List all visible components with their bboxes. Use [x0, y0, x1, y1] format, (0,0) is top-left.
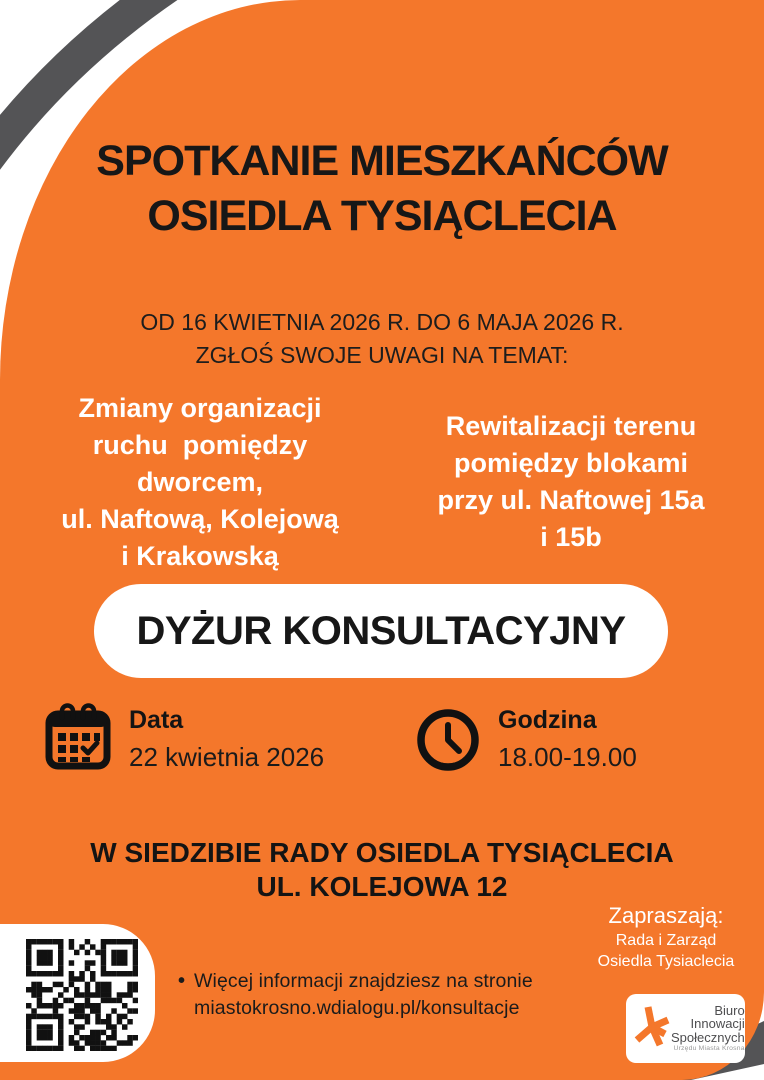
- time-detail: [416, 702, 637, 777]
- time-value: 18.00-19.00: [498, 742, 637, 772]
- invite-line-1: Rada i Zarząd: [615, 932, 717, 949]
- calendar-icon: [45, 702, 111, 777]
- title-line-2: OSIEDLA TYSIĄCLECIA: [147, 192, 617, 240]
- invite-heading: Zapraszają:: [608, 903, 724, 928]
- clock-icon: [416, 702, 480, 777]
- logo-line-2: Innowacji: [690, 1016, 745, 1032]
- invite-line-2: Osiedla Tysiaclecia: [597, 953, 735, 970]
- venue: [0, 836, 764, 904]
- topic-right-line: i 15b: [540, 522, 602, 552]
- consultation-banner: [94, 584, 668, 678]
- bullet-icon: •: [178, 970, 186, 992]
- logo-box: [626, 994, 745, 1063]
- topic-left-line: ruchu pomiędzy: [92, 430, 308, 460]
- qr-code: [26, 939, 138, 1051]
- more-info: [178, 968, 533, 1022]
- subtitle-line-1: OD 16 KWIETNIA 2026 R. DO 6 MAJA 2026 R.: [140, 309, 624, 335]
- invite-block: [580, 902, 752, 972]
- topic-left-line: dworcem,: [136, 467, 264, 497]
- date-detail: [45, 702, 324, 777]
- info-url: miastokrosno.wdialogu.pl/konsultacje: [194, 997, 520, 1019]
- info-line-1: Więcej informacji znajdziesz na stronie: [194, 970, 533, 992]
- topic-right-line: przy ul. Naftowej 15a: [437, 485, 705, 515]
- date-label: Data: [129, 706, 184, 734]
- asterisk-logo-icon: [631, 1001, 671, 1056]
- logo-line-3: Społecznych: [671, 1029, 745, 1045]
- time-label: Godzina: [498, 706, 597, 734]
- venue-line-1: W SIEDZIBIE RADY OSIEDLA TYSIĄCLECIA: [90, 837, 674, 868]
- subtitle-line-2: ZGŁOŚ SWOJE UWAGI NA TEMAT:: [195, 342, 569, 368]
- topic-left-line: Zmiany organizacji: [78, 393, 322, 423]
- venue-line-2: UL. KOLEJOWA 12: [256, 871, 508, 902]
- date-value: 22 kwietnia 2026: [129, 742, 325, 772]
- qr-box: [0, 924, 155, 1062]
- topic-revitalization: [398, 408, 744, 556]
- page-title: [0, 134, 764, 244]
- topic-traffic-changes: [28, 390, 372, 575]
- topic-left-line: ul. Naftową, Kolejową: [61, 504, 339, 534]
- topic-right-line: pomiędzy blokami: [453, 448, 689, 478]
- logo-line-1: Biuro: [714, 1002, 745, 1018]
- topic-right-line: Rewitalizacji terenu: [445, 411, 697, 441]
- consultation-banner-label: DYŻUR KONSULTACYJNY: [136, 608, 626, 653]
- subtitle: [0, 306, 764, 372]
- title-line-1: SPOTKANIE MIESZKAŃCÓW: [96, 137, 668, 185]
- topic-left-line: i Krakowską: [121, 541, 279, 571]
- logo-caption: Urzędu Miasta Krosna: [673, 1045, 745, 1053]
